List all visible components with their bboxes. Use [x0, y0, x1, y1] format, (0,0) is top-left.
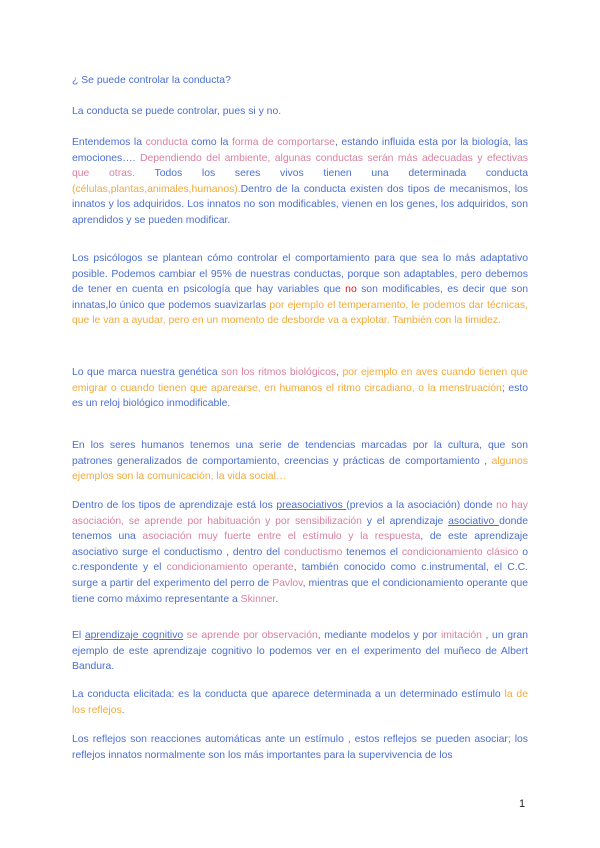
text-run: El [72, 630, 85, 641]
text-run: , estando influida esta por la biología, las emociones…. [72, 137, 529, 164]
text-run: Dentro de la conducta existen dos tipos de mecanismos, los innatos y los adquiridos. Los innatos no son modificables, vienen en los genes, los adquiridos, son aprendidos y se pueden modificar. [72, 183, 528, 226]
paragraph-psicologos [72, 251, 528, 329]
text-run: (células,plantas,animales,humanos). [72, 183, 241, 195]
text-run: condicionamiento clásico [401, 546, 519, 558]
text-run: forma de comportarse [231, 137, 335, 148]
text-run: conducta [145, 137, 188, 148]
text-run: la de los reflejos [72, 689, 528, 716]
paragraph-reflejos [72, 732, 528, 763]
text-run: no [345, 284, 357, 296]
text-run: Skinner [240, 593, 276, 605]
text-run: , mientras que el condicionamiento operante que tiene como máximo representante a [72, 577, 528, 605]
text-run: Pavlov [272, 577, 303, 589]
text-run: tenemos el [342, 546, 402, 558]
text-run: son los ritmos biológicos [221, 367, 337, 378]
text-run: Entendemos la [72, 137, 146, 148]
text-run: Dependiendo del ambiente, algunas conductas serán más adecuadas y efectivas que otras. [72, 152, 528, 180]
text-run: , un gran ejemplo de este aprendizaje cognitivo lo podemos ver en el experimento del muñeco de Albert Bandura. [72, 630, 528, 673]
text-run: Los reflejos son reacciones automáticas ante un estímulo , estos reflejos se pueden asociar; los reflejos innatos normalmente son los más importantes para la supervivencia de los [72, 734, 528, 761]
text-run: , mediante modelos y por [317, 630, 441, 641]
text-run: no hay asociación, se aprende por habituación y por sensibilización [72, 500, 528, 527]
text-run: , de este aprendizaje asociativo surge el conductismo , dentro del [72, 531, 528, 558]
paragraph-genetica [72, 365, 528, 412]
text-run: aprendizaje cognitivo [84, 630, 184, 641]
text-run: donde tenemos una [72, 515, 528, 543]
paragraph-conducta-definicion [72, 135, 528, 229]
text-run: por ejemplo en aves cuando tienen que emigrar o cuando tienen que aparearse, en humanos el ritmo circadiano, o la menstruación [72, 367, 528, 394]
text-run: En los seres humanos tenemos una serie de tendencias marcadas por la cultura, que son patrones generalizados de comportamiento, creencias y prácticas de comportamiento , [72, 440, 528, 467]
text-run: como la [187, 137, 232, 148]
text-run: se aprende por observación [183, 630, 318, 641]
text-run: y el aprendizaje [361, 515, 449, 527]
text-run: , también conocido como c.instrumental, el C.C. surge a partir del experimento del perro de [72, 562, 528, 589]
text-run: . [121, 704, 125, 716]
text-run: asociativo [448, 515, 500, 527]
text-run: . [275, 593, 279, 605]
text-run: La conducta elicitada: es la conducta que aparece determinada a un determinado estímulo [72, 689, 505, 700]
document-title: ¿ Se puede controlar la conducta? [72, 75, 231, 86]
intro-paragraph: La conducta se puede controlar, pues si y no. [72, 106, 282, 117]
text-run: o c.respondente y el [72, 546, 528, 574]
text-run: condicionamiento operante [166, 562, 294, 574]
text-run: por ejemplo el temperamento, le podemos dar técnicas, que le van a ayudar, pero en un momento de desborde va a explotar. También con la timidez. [72, 299, 528, 327]
text-run: algunos ejemplos son la comunicación, la vida social… [72, 455, 528, 483]
paragraph-cultura [72, 438, 528, 485]
text-run: Lo que marca nuestra genética [72, 367, 222, 378]
text-run: (previos a la asociación) donde [346, 500, 497, 511]
paragraph-aprendizaje [72, 498, 528, 607]
page-number: 1 [519, 798, 526, 810]
text-run: preasociativos [276, 500, 347, 511]
paragraph-aprendizaje-cognitivo [72, 628, 528, 675]
text-run: , [336, 367, 343, 378]
text-run: Dentro de los tipos de aprendizaje está los [72, 500, 277, 511]
text-run: Todos los seres vivos tienen una determinada conducta [135, 168, 528, 180]
paragraph-conducta-elicitada [72, 687, 528, 718]
text-run: son modificables, es decir que son innatas,lo único que podemos suavizarlas [72, 284, 528, 311]
text-run: asociación muy fuerte entre el estímulo y la respuesta [142, 531, 421, 543]
text-run: Los psicólogos se plantean cómo controlar el comportamiento para que sea lo más adaptativo posible. Podemos cambiar el 95% de nuestras conductas, porque son adaptables, pero debemos de tener en cuenta en psicología que hay variables que [72, 253, 528, 296]
text-run: conductismo [283, 546, 343, 558]
text-run: imitación [440, 630, 482, 641]
text-run: ; esto es un reloj biológico inmodificable. [72, 382, 528, 410]
